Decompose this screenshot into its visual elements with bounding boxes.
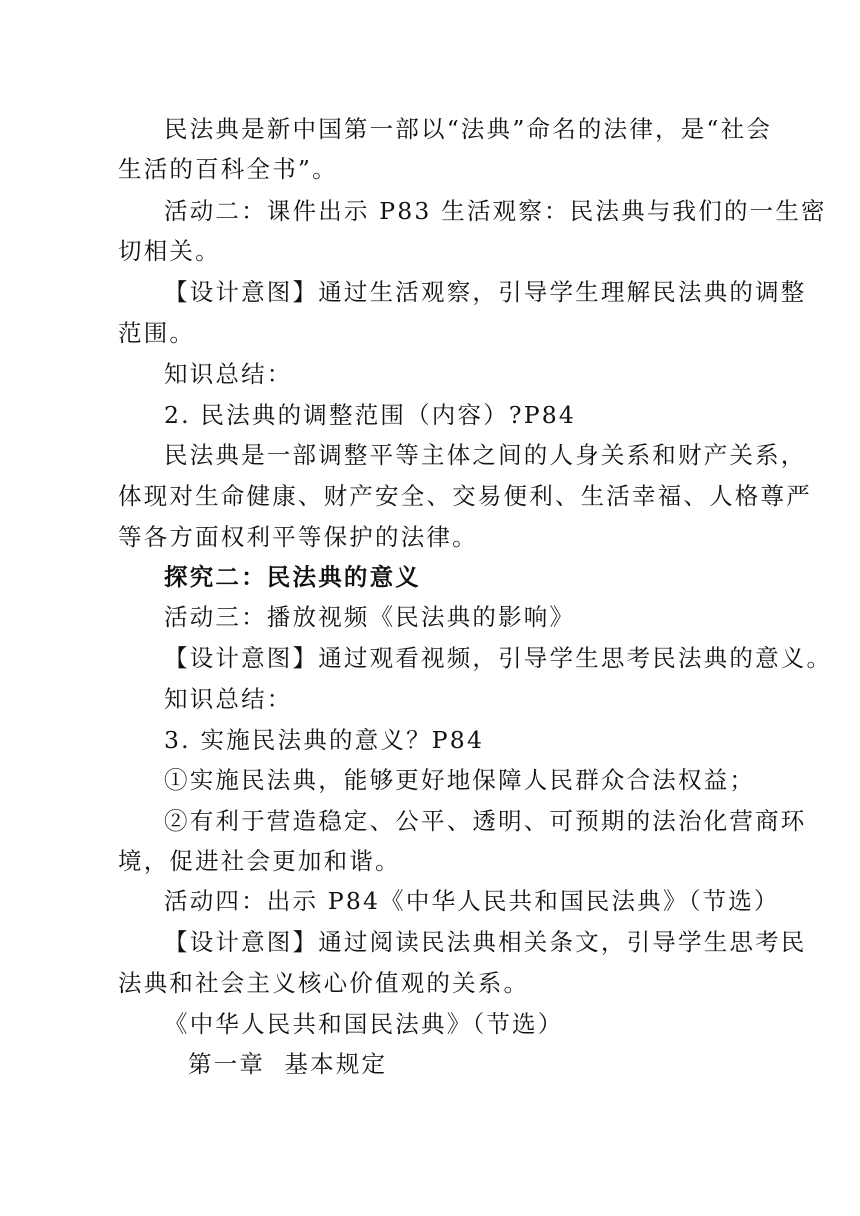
paragraph-line: 法典和社会主义核心价值观的关系。 — [118, 969, 530, 997]
activity-line: 活动三：播放视频《民法典的影响》 — [164, 603, 576, 631]
excerpt-title: 《中华人民共和国民法典》（节选） — [164, 1010, 564, 1038]
activity-line: 活动四：出示 P84《中华人民共和国民法典》（节选） — [164, 887, 780, 915]
knowledge-summary-label: 知识总结： — [164, 360, 293, 388]
paragraph-line: 民法典是新中国第一部以“法典”命名的法律，是“社会 — [164, 115, 773, 143]
activity-line: 活动二：课件出示 P83 生活观察：民法典与我们的一生密 — [164, 197, 827, 225]
chapter-heading: 第一章 基本规定 — [188, 1050, 388, 1078]
paragraph-line: 等各方面权利平等保护的法律。 — [118, 523, 478, 551]
question-heading: 3. 实施民法典的意义？P84 — [164, 726, 485, 754]
section-heading: 探究二：民法典的意义 — [164, 563, 421, 591]
list-item: ②有利于营造稳定、公平、透明、可预期的法治化营商环 — [164, 807, 807, 835]
paragraph-line: 境，促进社会更加和谐。 — [118, 847, 401, 875]
list-item: ①实施民法典，能够更好地保障人民群众合法权益； — [164, 766, 756, 794]
paragraph-line: 切相关。 — [118, 237, 221, 265]
design-intent-line: 【设计意图】通过阅读民法典相关条文，引导学生思考民 — [164, 928, 807, 956]
knowledge-summary-label: 知识总结： — [164, 685, 293, 713]
design-intent-line: 【设计意图】通过观看视频，引导学生思考民法典的意义。 — [164, 644, 833, 672]
question-heading: 2. 民法典的调整范围（内容）?P84 — [164, 401, 577, 429]
paragraph-line: 体现对生命健康、财产安全、交易便利、生活幸福、人格尊严 — [118, 482, 812, 510]
paragraph-line: 范围。 — [118, 319, 196, 347]
design-intent-line: 【设计意图】通过生活观察，引导学生理解民法典的调整 — [164, 278, 807, 306]
paragraph-line: 生活的百科全书”。 — [118, 155, 338, 183]
paragraph-line: 民法典是一部调整平等主体之间的人身关系和财产关系， — [164, 441, 807, 469]
